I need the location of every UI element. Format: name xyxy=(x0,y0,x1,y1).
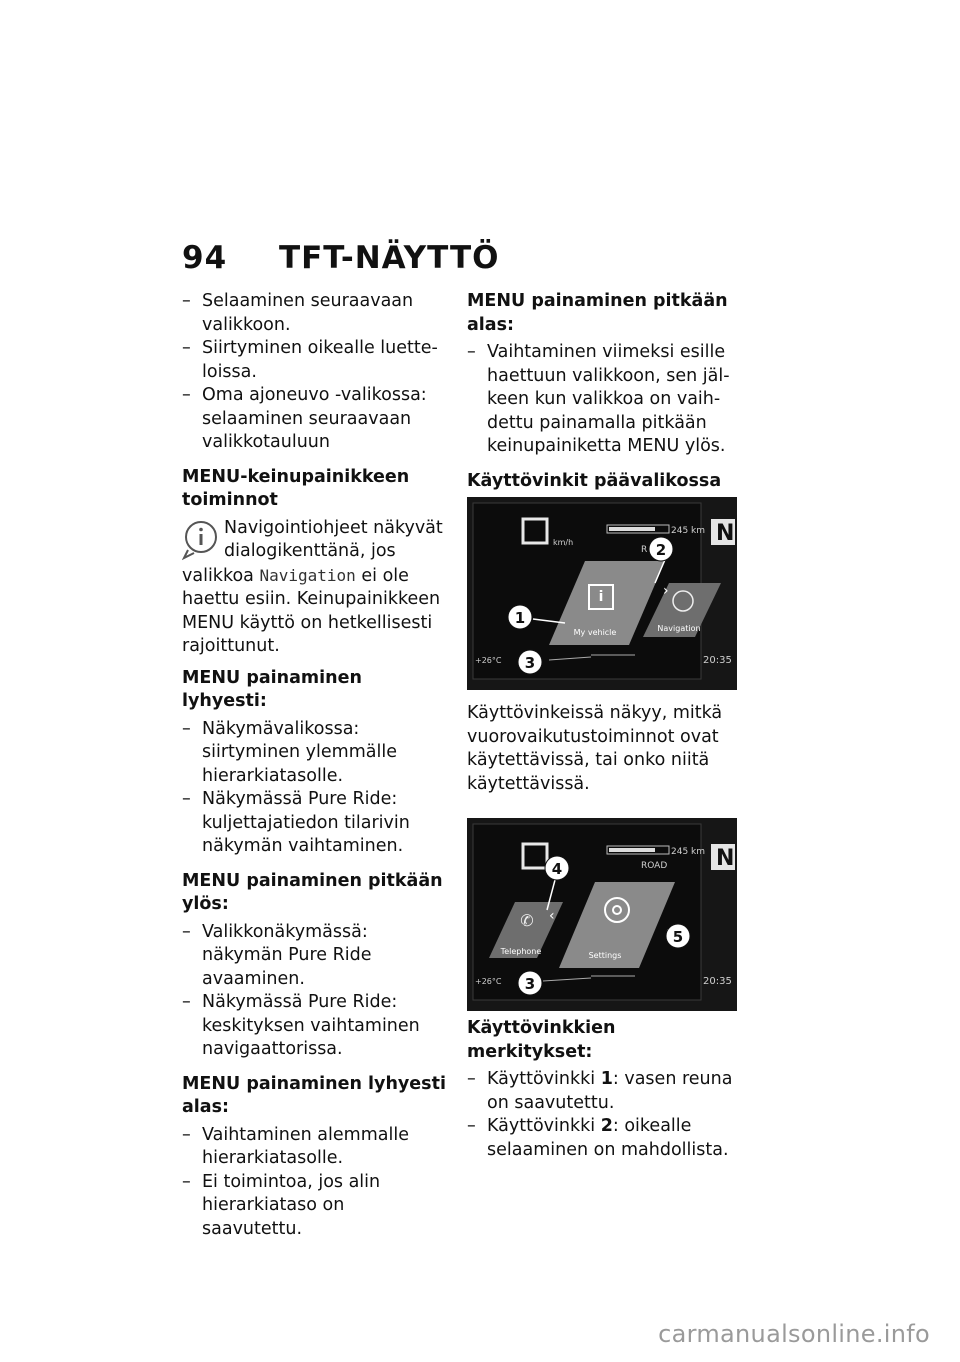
right-column xyxy=(467,290,737,1173)
list-item: – Siirtyminen oikealle luetteloissa. xyxy=(182,337,447,384)
tile-my-vehicle-label: My vehicle xyxy=(573,628,617,637)
list-item: – Vaihtaminen viimeksi esille haettuun valikkoon, sen jälkeen kun valikkoa on vaihdettu painamalla pitkään keinupainiketta MENU ylös. xyxy=(467,341,737,459)
ride-mode: ROAD xyxy=(641,861,668,871)
phone-icon: ✆ xyxy=(520,911,534,930)
list-item: – Vaihtaminen alemmalle hierarkiatasolle. xyxy=(182,1124,447,1171)
tft-screen-1-graphic xyxy=(467,497,737,690)
chevron-right-icon: › xyxy=(663,583,669,599)
long-down-list xyxy=(467,341,737,459)
list-item: – Selaaminen seuraavaan valikkoon. xyxy=(182,290,447,337)
svg-text:3: 3 xyxy=(524,654,536,672)
page-header xyxy=(182,240,500,276)
note-code: Navigation xyxy=(259,565,356,585)
list-item: – Käyttövinkki 2: oikealle selaaminen on mahdollista. xyxy=(467,1115,737,1162)
svg-text:i: i xyxy=(598,589,604,605)
left-column xyxy=(182,290,447,1252)
tft-screen-settings-menu xyxy=(467,818,737,1011)
cues-paragraph: Käyttövinkeissä näkyy, mitkä vuorovaikutustoiminnot ovat käytettävissä, tai onko niitä käytettävissä. xyxy=(467,703,723,794)
long-up-list xyxy=(182,921,447,1062)
tft-screen-main-menu xyxy=(467,497,737,690)
svg-text:5: 5 xyxy=(672,928,684,946)
tile-settings-label: Settings xyxy=(588,951,622,960)
chevron-left-icon: ‹ xyxy=(549,908,555,924)
tile-telephone-label: Telephone xyxy=(500,947,542,956)
list-item: – Oma ajoneuvo -valikossa: selaaminen seuraavaan valikkotauluun xyxy=(182,384,447,455)
svg-text:4: 4 xyxy=(551,860,563,878)
long-up-heading: MENU painaminen pitkään ylös: xyxy=(182,870,443,914)
info-icon xyxy=(182,517,218,561)
gear-value: N xyxy=(716,521,735,546)
menu-heading: MENU-keinupainikkeen toiminnot xyxy=(182,466,410,510)
temperature: +26°C xyxy=(475,977,502,986)
cues-heading: Käyttövinkit päävalikossa xyxy=(467,470,722,491)
range-value: 245 km xyxy=(671,847,706,857)
short-down-list xyxy=(182,1124,447,1242)
list-item: – Valikkonäkymässä: näkymän Pure Ride avaaminen. xyxy=(182,921,447,992)
short-down-heading: MENU painaminen lyhyesti alas: xyxy=(182,1073,446,1117)
note-text-lead: Navigointiohjeet näkyvät dialogikenttänä, jos valikkoa xyxy=(182,517,443,586)
short-up-heading: MENU painaminen lyhyesti: xyxy=(182,667,362,711)
speed-unit: km/h xyxy=(553,538,574,547)
list-item: – Näkymävalikossa: siirtyminen ylemmälle hierarkiatasolle. xyxy=(182,718,447,789)
long-down-heading: MENU painaminen pitkään alas: xyxy=(467,291,728,335)
clock: 20:35 xyxy=(703,655,732,666)
meaning-list xyxy=(467,1068,737,1162)
list-item: – Ei toimintoa, jos alin hierarkiataso on saavutettu. xyxy=(182,1171,447,1242)
gear-value: N xyxy=(716,846,735,871)
tft-screen-2-graphic xyxy=(467,818,737,1011)
clock: 20:35 xyxy=(703,976,732,987)
range-value: 245 km xyxy=(671,526,706,536)
list-item: – Näkymässä Pure Ride: keskityksen vaihtaminen navigaattorissa. xyxy=(182,991,447,1062)
page-title: TFT-NÄYTTÖ xyxy=(278,240,500,276)
tile-navigation-label: Navigation xyxy=(657,624,701,633)
svg-text:1: 1 xyxy=(514,609,526,627)
note-text-tail: ei ole haettu esiin. Keinupainikkeen MENU käyttö on hetkellisesti rajoittunut. xyxy=(182,565,441,656)
ride-mode: R xyxy=(641,545,648,555)
temperature: +26°C xyxy=(475,656,502,665)
list-item: – Käyttövinkki 1: vasen reuna on saavutettu. xyxy=(467,1068,737,1115)
watermark: carmanualsonline.info xyxy=(658,1320,930,1348)
svg-text:3: 3 xyxy=(524,975,536,993)
intro-list xyxy=(182,290,447,455)
info-note xyxy=(182,517,447,659)
meaning-heading: Käyttövinkkien merkitykset: xyxy=(467,1018,616,1062)
list-item: – Näkymässä Pure Ride: kuljettajatiedon tilarivin näkymän vaihtaminen. xyxy=(182,788,447,859)
svg-text:2: 2 xyxy=(655,541,667,559)
page-number: 94 xyxy=(182,240,228,276)
short-up-list xyxy=(182,718,447,859)
